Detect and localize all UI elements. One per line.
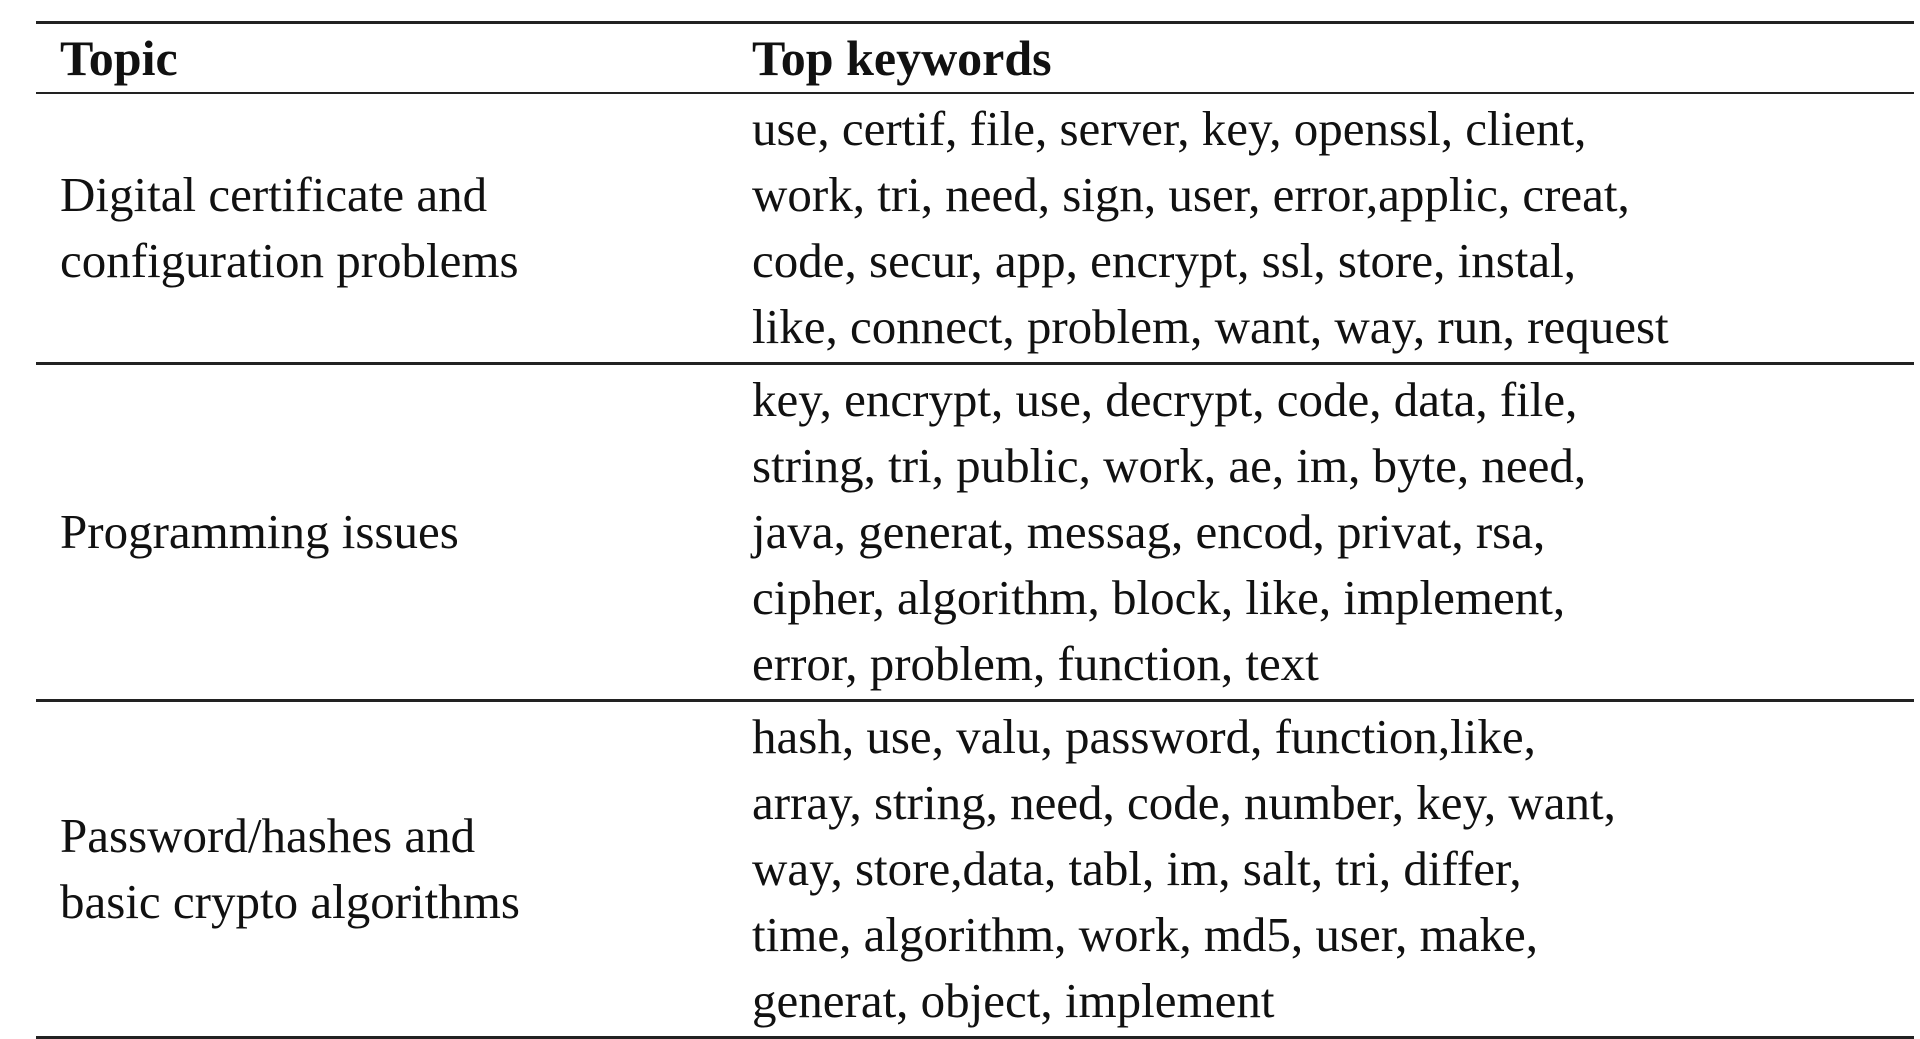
keyword-line: key, encrypt, use, decrypt, code, data, file,	[752, 372, 1578, 427]
keyword-line: like, connect, problem, want, way, run, request	[752, 299, 1669, 354]
topic-cell	[36, 701, 728, 1038]
keyword-line: use, certif, file, server, key, openssl, client,	[752, 101, 1587, 156]
keyword-line: hash, use, valu, password, function,like,	[752, 709, 1536, 764]
topic-line: Password/hashes and	[60, 808, 476, 863]
header-topic: Topic	[60, 30, 178, 86]
header-row	[36, 23, 1914, 94]
keyword-line: work, tri, need, sign, user, error,applic, creat,	[752, 167, 1630, 222]
keywords-cell	[728, 93, 1914, 364]
topic-line: Programming issues	[60, 504, 459, 559]
keyword-line: code, secur, app, encrypt, ssl, store, instal,	[752, 233, 1577, 288]
keyword-line: cipher, algorithm, block, like, implement,	[752, 570, 1566, 625]
table-row	[36, 93, 1914, 364]
keywords-cell	[728, 701, 1914, 1038]
keywords-cell	[728, 364, 1914, 701]
keyword-line: time, algorithm, work, md5, user, make,	[752, 907, 1538, 962]
topic-keywords-table-container	[36, 21, 1914, 1039]
keyword-line: java, generat, messag, encod, privat, rsa,	[752, 504, 1546, 559]
topic-cell	[36, 93, 728, 364]
topic-line: configuration problems	[60, 233, 519, 288]
table-row	[36, 701, 1914, 1038]
keyword-line: string, tri, public, work, ae, im, byte, need,	[752, 438, 1587, 493]
topic-line: Digital certificate and	[60, 167, 488, 222]
topic-cell	[36, 364, 728, 701]
keyword-line: way, store,data, tabl, im, salt, tri, differ,	[752, 841, 1522, 896]
keyword-line: error, problem, function, text	[752, 636, 1319, 691]
topic-keywords-table	[36, 21, 1914, 1039]
header-keywords: Top keywords	[752, 30, 1052, 86]
keyword-line: array, string, need, code, number, key, want,	[752, 775, 1616, 830]
topic-line: basic crypto algorithms	[60, 874, 520, 929]
table-row	[36, 364, 1914, 701]
keyword-line: generat, object, implement	[752, 973, 1275, 1028]
